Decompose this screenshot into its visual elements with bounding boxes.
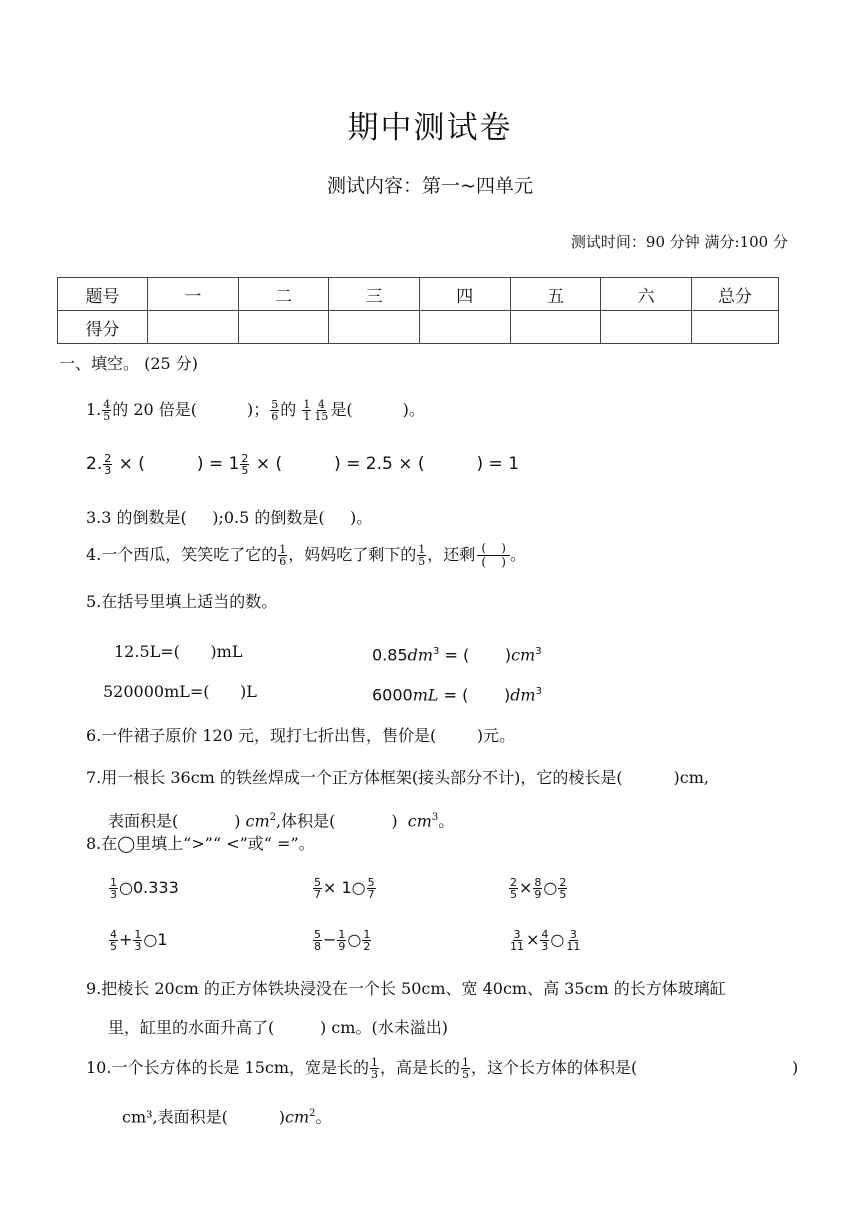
question-10-line-1: 10.一个长方体的长是 15cm，宽是长的 $\frac{1}{3}$ ，高是长的 $\frac{1}{5}$ ，这个长方体的体积是( [86,1056,638,1081]
q8-compare-6: $\frac{3}{11}$ × $\frac{4}{3}$ ○ $\frac{3}{11}$ [510,928,581,953]
score-table-header-row [58,278,779,311]
q5-item-c: 520000mL=( )L [103,682,257,701]
question-9-line-1: 9.把棱长 20cm 的正方体铁块浸没在一个长 50cm、宽 40cm、高 35cm 的长方体玻璃缸 [86,979,726,998]
score-cell-5: 五 [510,278,601,311]
question-4: 4.一个西瓜，笑笑吃了它的 $\frac{1}{6}$ ，妈妈吃了剩下的 $\frac{1}{5}$ ，还剩 ( ) ( ) 。 [86,541,526,569]
q1-fraction-3b: $\frac{4}{15}$ [314,398,329,423]
q8-compare-5: $\frac{5}{8}$ − $\frac{1}{9}$ ○ $\frac{1}{2}$ [314,928,371,953]
q1-fraction-1: $\frac{4}{5}$ [103,398,111,423]
q1-number: 1. [86,400,102,419]
q4-answer-fraction[interactable]: ( ) ( ) [477,542,510,569]
score-cell-label: 题号 [58,278,148,311]
q5-item-d: 6000mL = ( )$dm^3$ [372,685,542,705]
score-cell-6: 六 [601,278,692,311]
question-6: 6.一件裙子原价 120 元，现打七折出售，售价是( )元。 [86,726,516,745]
q2-fraction-2: $\frac{2}{5}$ [241,451,249,477]
score-cell-total: 总分 [692,278,779,311]
score-blank-5[interactable] [510,311,601,344]
page-title: 期中测试卷 [347,110,513,146]
question-9-line-2: 里，缸里的水面升高了( ) cm。(水未溢出) [108,1018,448,1037]
q8-compare-3: $\frac{2}{5}$ × $\frac{8}{9}$ ○ $\frac{2}{5}$ [510,876,567,901]
question-7-line-2: 表面积是( ) $cm^2$,体积是( ) $cm^3$。 [108,811,455,831]
q8-compare-1: $\frac{1}{3}$ ○0.333 [110,876,179,901]
q2-fraction-1: $\frac{2}{3}$ [104,451,112,477]
q8-compare-2: $\frac{5}{7}$ × 1○ $\frac{5}{7}$ [314,876,375,901]
question-1: 1. $\frac{4}{5}$ 的 20 倍是( )； $\frac{5}{6}$ 的 $\frac{1}{1}$ $\frac{4}{15}$ 是( )。 [86,398,425,423]
q8-compare-4: $\frac{4}{5}$ + $\frac{1}{3}$ ○1 [110,928,168,953]
score-table [57,277,779,344]
score-blank-1[interactable] [148,311,239,344]
score-table-score-row [58,311,779,344]
q5-item-a: 12.5L=( )mL [114,642,243,661]
question-10-line-2: cm³,表面积是( )$cm^2$。 [122,1107,332,1127]
section-heading: 一、填空。 (25 分) [59,354,199,373]
q1-fraction-2: $\frac{5}{6}$ [271,398,279,423]
q4-fraction-1: $\frac{1}{6}$ [279,543,287,568]
score-cell-2: 二 [238,278,329,311]
q4-fraction-2: $\frac{1}{5}$ [418,543,426,568]
test-info: 测试时间：90 分钟 满分:100 分 [570,233,788,251]
score-row-label: 得分 [58,311,148,344]
question-7-line-1: 7.用一根长 36cm 的铁丝焊成一个正方体框架(接头部分不计)，它的棱长是( )cm, [86,768,709,787]
score-blank-total[interactable] [692,311,779,344]
q1-fraction-3a: $\frac{1}{1}$ [303,398,311,423]
score-cell-3: 三 [329,278,420,311]
score-blank-4[interactable] [419,311,510,344]
score-blank-2[interactable] [238,311,329,344]
question-8: 8.在◯里填上“>”“ <”或“ =”。 [86,834,315,853]
question-2: 2. $\frac{2}{3}$ × ( ) = 1 $\frac{2}{5}$ × ( ) = 2.5 × ( ) = 1 [86,451,520,477]
question-5: 5.在括号里填上适当的数。 [86,592,278,611]
question-3: 3.3 的倒数是( );0.5 的倒数是( )。 [86,508,373,527]
score-blank-6[interactable] [601,311,692,344]
score-cell-4: 四 [419,278,510,311]
page-subtitle: 测试内容：第一~四单元 [327,175,533,197]
question-10-close-paren: ) [792,1058,799,1077]
score-cell-1: 一 [148,278,239,311]
score-blank-3[interactable] [329,311,420,344]
q5-item-b: $0.85dm^3$ = ( )$cm^3$ [372,645,542,665]
